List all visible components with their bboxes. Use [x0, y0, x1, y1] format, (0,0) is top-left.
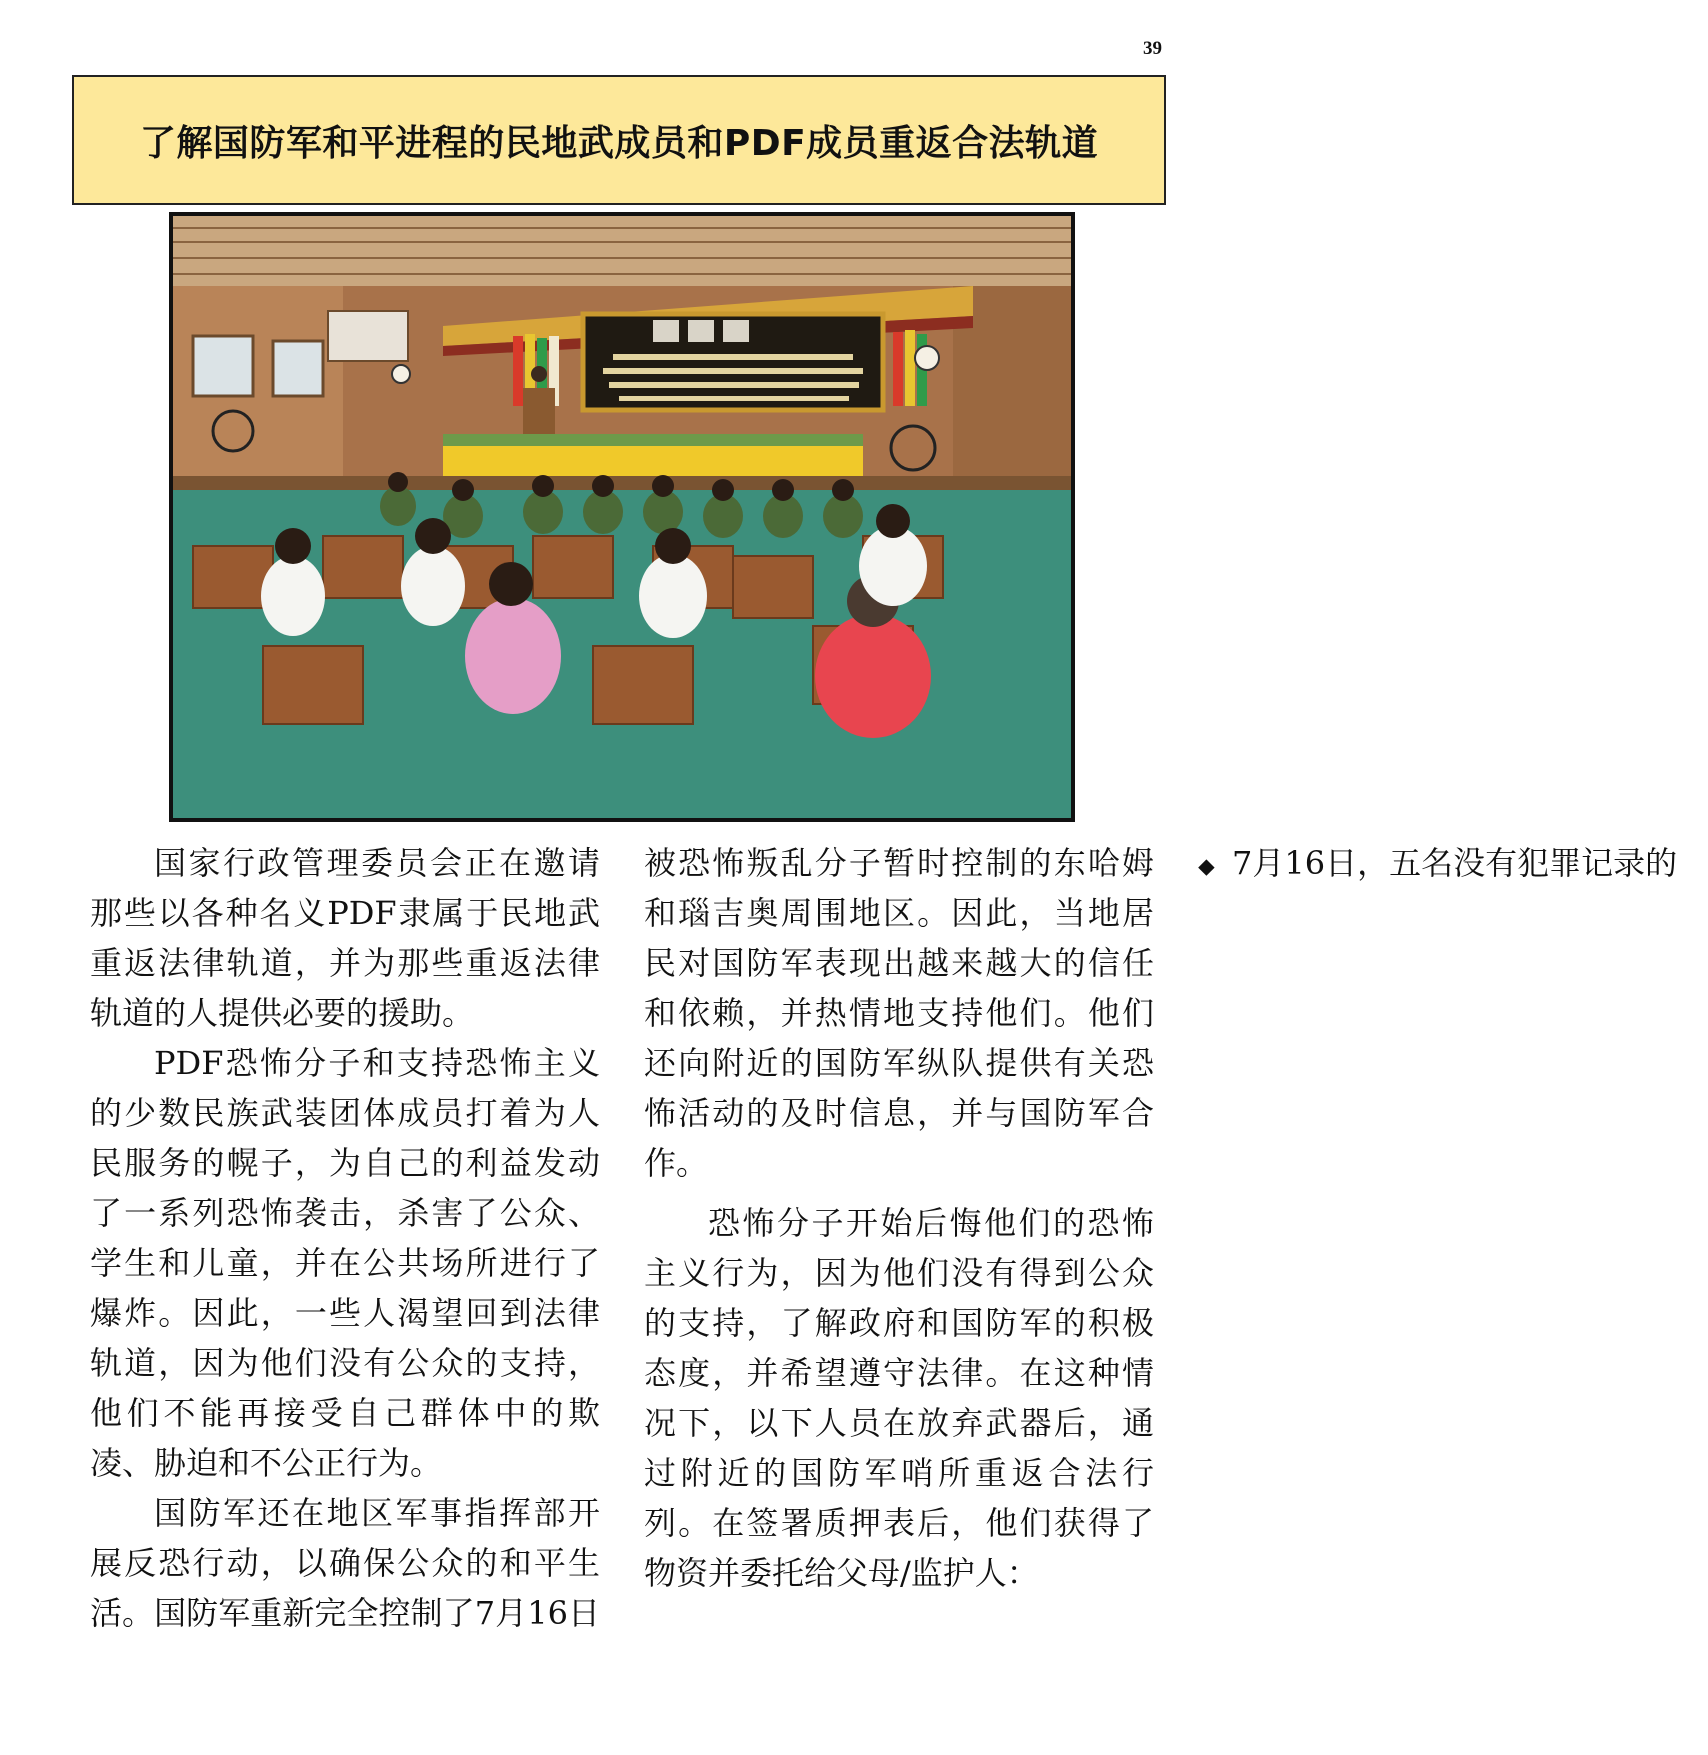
bullet-item	[1198, 838, 1708, 891]
article-paragraph: 国防军还在地区军事指挥部开展反恐行动，以确保公众的和平生活。国防军重新完全控制了7月16日被恐怖叛乱分子暂时控制的东哈姆和瑙吉奥周围地区。因此，当地居民对国防军表现出越来越大的信任和依赖，并热情地支持他们。他们还向附近的国防军纵队提供有关恐怖活动的及时信息，并与国防军合作。	[90, 844, 1154, 1632]
title-banner	[72, 75, 1166, 205]
meeting-photo	[169, 212, 1075, 822]
article-paragraph: 恐怖分子开始后悔他们的恐怖主义行为，因为他们没有得到公众的支持，了解政府和国防军的积极态度，并希望遵守法律。在这种情况下，以下人员在放弃武器后，通过附近的国防军哨所重返合法行列。在签署质押表后，他们获得了物资并委托给父母/监护人：	[644, 1204, 1154, 1592]
article-paragraph: 国家行政管理委员会正在邀请那些以各种名义PDF隶属于民地武重返法律轨道，并为那些重返法律轨道的人提供必要的援助。	[90, 844, 600, 1032]
photo-icon	[173, 216, 1071, 818]
bullet-text: 7月16日，五名没有犯罪记录的	[1232, 844, 1678, 882]
page-title: 了解国防军和平进程的民地武成员和PDF成员重返合法轨道	[139, 122, 1099, 164]
article-body	[90, 838, 1678, 1638]
article-paragraph: PDF恐怖分子和支持恐怖主义的少数民族武装团体成员打着为人民服务的幌子，为自己的利益发动了一系列恐怖袭击，杀害了公众、学生和儿童，并在公共场所进行了爆炸。因此，一些人渴望回到法律轨道，因为他们没有公众的支持，他们不能再接受自己群体中的欺凌、胁迫和不公正行为。	[90, 1044, 600, 1482]
bullet-icon: ⬥	[1198, 851, 1215, 880]
page-number: 39	[1143, 38, 1162, 59]
